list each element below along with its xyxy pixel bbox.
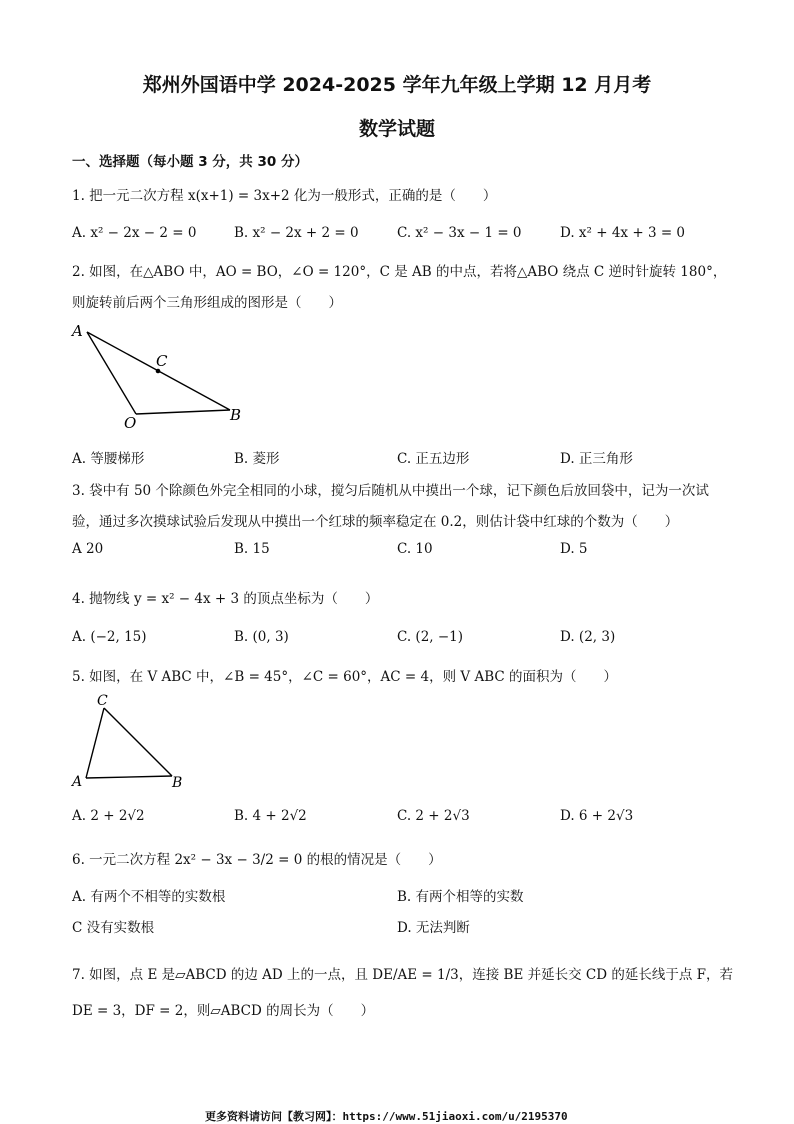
question-3-stem-line2: 验，通过多次摸球试验后发现从中摸出一个红球的频率稳定在 0.2，则估计袋中红球的个数为（ ） [72, 514, 679, 530]
question-7-stem-line1: 7. 如图，点 E 是▱ABCD 的边 AD 上的一点，且 DE/AE = 1/3，连接 BE 并延长交 CD 的延长线于点 F，若 [72, 967, 734, 983]
segment-ca [86, 708, 104, 778]
question-3-option-c: C. 10 [397, 541, 433, 557]
question-2-stem-line2: 则旋转前后两个三角形组成的图形是（ ） [72, 295, 342, 311]
question-7-stem-line2: DE = 3，DF = 2，则▱ABCD 的周长为（ ） [72, 1003, 375, 1019]
question-6-option-b: B. 有两个相等的实数 [397, 889, 524, 905]
question-5-option-c: C. 2 + 2√3 [397, 808, 470, 824]
question-3-option-d: D. 5 [560, 541, 588, 557]
question-2-option-c: C. 正五边形 [397, 451, 470, 467]
segment-ob [136, 410, 230, 414]
question-6-stem: 6. 一元二次方程 2x² − 3x − 3/2 = 0 的根的情况是（ ） [72, 852, 442, 868]
label-a: A [72, 774, 83, 790]
question-2-option-d: D. 正三角形 [560, 451, 633, 467]
label-c: C [156, 352, 168, 370]
question-4-stem: 4. 抛物线 y = x² − 4x + 3 的顶点坐标为（ ） [72, 591, 379, 607]
segment-cb [104, 708, 172, 776]
question-4-option-b: B. (0, 3) [234, 629, 289, 645]
question-1-option-a: A. x² − 2x − 2 = 0 [72, 225, 197, 241]
question-6-option-d: D. 无法判断 [397, 920, 470, 936]
label-c: C [97, 693, 108, 709]
section-heading: 一、选择题（每小题 3 分，共 30 分） [72, 154, 308, 170]
label-a: A [72, 322, 83, 340]
question-5-option-a: A. 2 + 2√2 [72, 808, 145, 824]
question-4-option-d: D. (2, 3) [560, 629, 616, 645]
question-2-figure [60, 318, 260, 433]
exam-title: 郑州外国语中学 2024-2025 学年九年级上学期 12 月月考 [142, 74, 652, 96]
label-b: B [230, 406, 242, 424]
label-b: B [172, 775, 183, 791]
label-o: O [124, 414, 137, 432]
question-1-option-c: C. x² − 3x − 1 = 0 [397, 225, 522, 241]
question-3-option-a: A 20 [72, 541, 104, 557]
question-3-stem-line1: 3. 袋中有 50 个除颜色外完全相同的小球，搅匀后随机从中摸出一个球，记下颜色后放回袋中，记为一次试 [72, 483, 709, 499]
question-2-stem-line1: 2. 如图，在△ABO 中，AO = BO，∠O = 120°，C 是 AB 的中点，若将△ABO 绕点 C 逆时针旋转 180°， [72, 264, 727, 280]
question-5-option-d: D. 6 + 2√3 [560, 808, 634, 824]
question-5-stem: 5. 如图，在 V ABC 中，∠B = 45°，∠C = 60°，AC = 4，则 V ABC 的面积为（ ） [72, 669, 617, 685]
segment-ao [87, 332, 136, 414]
segment-ab [86, 776, 172, 778]
exam-subtitle: 数学试题 [358, 118, 435, 140]
question-1-option-d: D. x² + 4x + 3 = 0 [560, 225, 686, 241]
question-5-figure [66, 690, 196, 795]
question-6-option-c: C 没有实数根 [72, 920, 155, 936]
question-3-option-b: B. 15 [234, 541, 270, 557]
question-1-option-b: B. x² − 2x + 2 = 0 [234, 225, 359, 241]
question-4-option-c: C. (2, −1) [397, 629, 464, 645]
footer-link[interactable]: 更多资料请访问【教习网】：https://www.51jiaoxi.com/u/2195370 [205, 1110, 568, 1123]
question-5-option-b: B. 4 + 2√2 [234, 808, 307, 824]
question-4-option-a: A. (−2, 15) [72, 629, 147, 645]
question-1-stem: 1. 把一元二次方程 x(x+1) = 3x+2 化为一般形式，正确的是（ ） [72, 188, 497, 204]
question-6-option-a: A. 有两个不相等的实数根 [72, 889, 226, 905]
question-2-option-b: B. 菱形 [234, 451, 280, 467]
question-2-option-a: A. 等腰梯形 [72, 451, 145, 467]
